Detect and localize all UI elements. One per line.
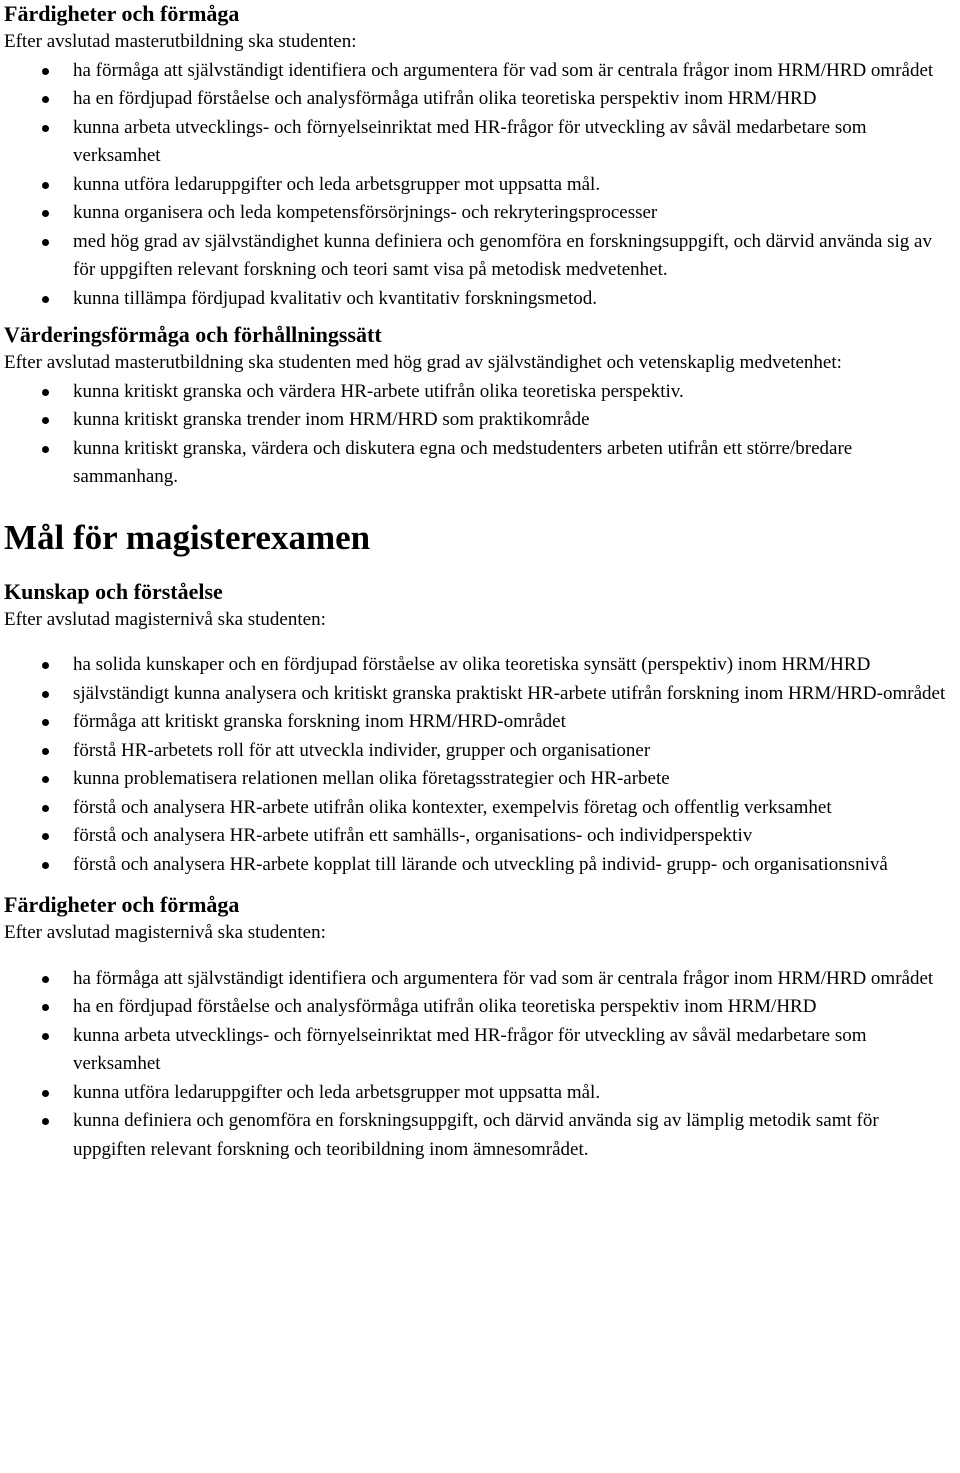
list-item: kunna utföra ledaruppgifter och leda arbetsgrupper mot uppsatta mål. (4, 171, 956, 200)
list-item: förstå och analysera HR-arbete utifrån ett samhälls-, organisations- och individperspektiv (4, 822, 956, 851)
list-item: kunna utföra ledaruppgifter och leda arbetsgrupper mot uppsatta mål. (4, 1079, 956, 1108)
bullet-list-knowledge-magister (4, 651, 956, 879)
list-item: ha solida kunskaper och en fördjupad förståelse av olika teoretiska synsätt (perspektiv) inom HRM/HRD (4, 651, 956, 680)
section-intro: Efter avslutad magisternivå ska studenten: (4, 608, 326, 630)
section-heading-skills-master: Färdigheter och förmåga (4, 1, 240, 26)
list-item: förstå och analysera HR-arbete kopplat till lärande och utveckling på individ- grupp- och organisationsnivå (4, 851, 956, 880)
main-heading: Mål för magisterexamen (4, 517, 371, 557)
list-item: kunna tillämpa fördjupad kvalitativ och kvantitativ forskningsmetod. (4, 285, 956, 314)
list-item: ha förmåga att självständigt identifiera och argumentera för vad som är centrala frågor inom HRM/HRD området (4, 965, 956, 994)
list-item: ha en fördjupad förståelse och analysförmåga utifrån olika teoretiska perspektiv inom HRM/HRD (4, 993, 956, 1022)
section-heading-values-master: Värderingsförmåga och förhållningssätt (4, 322, 382, 347)
list-item: kunna organisera och leda kompetensförsörjnings- och rekryteringsprocesser (4, 199, 956, 228)
section-intro: Efter avslutad magisternivå ska studenten: (4, 922, 326, 943)
bullet-list-skills-magister (4, 965, 956, 1165)
list-item: kunna definiera och genomföra en forskningsuppgift, och därvid använda sig av lämplig metodik samt för uppgiften relevant forskning och teoribildning inom ämnesområdet. (4, 1107, 956, 1164)
list-item: förstå och analysera HR-arbete utifrån olika kontexter, exempelvis företag och offentlig verksamhet (4, 794, 956, 823)
section-intro: Efter avslutad masterutbildning ska studenten: (4, 31, 357, 52)
section-heading-knowledge-magister: Kunskap och förståelse (4, 578, 223, 604)
bullet-list-skills-master (4, 57, 956, 314)
list-item: kunna arbeta utvecklings- och förnyelseinriktat med HR-frågor för utveckling av såväl medarbetare som verksamhet (4, 114, 956, 171)
bullet-list-values-master (4, 378, 956, 492)
list-item: kunna kritiskt granska trender inom HRM/HRD som praktikområde (4, 406, 956, 435)
list-item: kunna problematisera relationen mellan olika företagsstrategier och HR-arbete (4, 765, 956, 794)
section-heading-skills-magister: Färdigheter och förmåga (4, 892, 240, 917)
list-item: med hög grad av självständighet kunna definiera och genomföra en forskningsuppgift, och därvid använda sig av för uppgiften relevant forskning och teori samt visa på metodisk medvetenhet. (4, 228, 956, 285)
list-item: förmåga att kritiskt granska forskning inom HRM/HRD-området (4, 708, 956, 737)
list-item: kunna arbeta utvecklings- och förnyelseinriktat med HR-frågor för utveckling av såväl medarbetare som verksamhet (4, 1022, 956, 1079)
list-item: ha en fördjupad förståelse och analysförmåga utifrån olika teoretiska perspektiv inom HRM/HRD (4, 85, 956, 114)
section-intro: Efter avslutad masterutbildning ska studenten med hög grad av självständighet och vetenskaplig medvetenhet: (4, 352, 842, 373)
list-item: kunna kritiskt granska, värdera och diskutera egna och medstudenters arbeten utifrån ett större/bredare sammanhang. (4, 435, 956, 492)
list-item: kunna kritiskt granska och värdera HR-arbete utifrån olika teoretiska perspektiv. (4, 378, 956, 407)
list-item: ha förmåga att självständigt identifiera och argumentera för vad som är centrala frågor inom HRM/HRD området (4, 57, 956, 86)
list-item: förstå HR-arbetets roll för att utveckla individer, grupper och organisationer (4, 737, 956, 766)
list-item: självständigt kunna analysera och kritiskt granska praktiskt HR-arbete utifrån forskning inom HRM/HRD-området (4, 680, 956, 709)
